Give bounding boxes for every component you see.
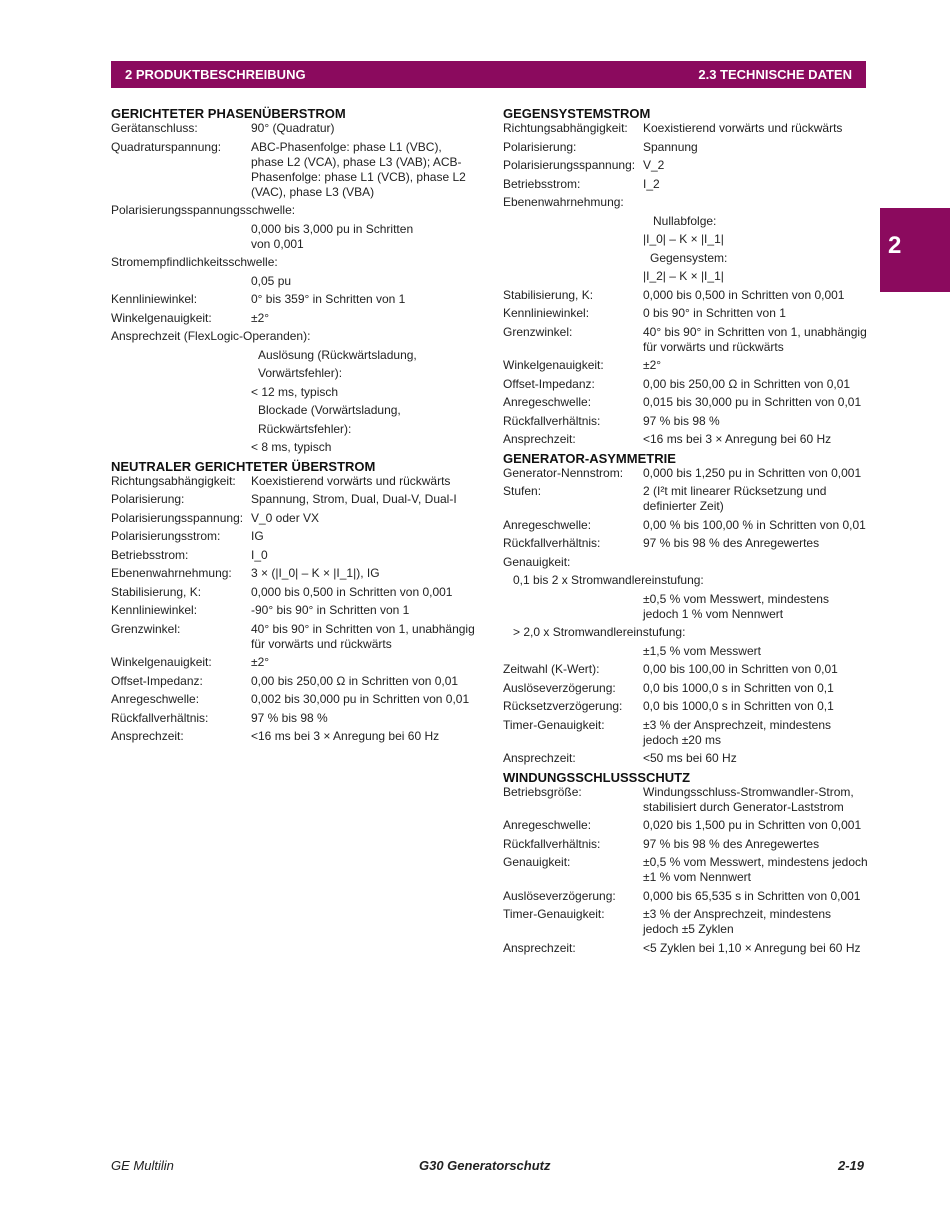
spec-label: Polarisierungsstrom: [111, 529, 221, 543]
spec-label: Ansprechzeit: [503, 432, 576, 446]
spec-label: Grenzwinkel: [111, 621, 181, 636]
spec-label: Zeitwahl (K-Wert): [503, 662, 600, 676]
spec-label: Timer-Genauigkeit: [503, 717, 605, 732]
spec-row [503, 536, 868, 551]
spec-value: ±2° [251, 310, 270, 325]
spec-label: Betriebsgröße: [503, 784, 582, 799]
spec-value: 0,015 bis 30,000 pu in Schritten von 0,01 [643, 395, 862, 409]
spec-row [503, 699, 868, 714]
spec-row [503, 121, 868, 136]
spec-value: 0,0 bis 1000,0 s in Schritten von 0,1 [643, 699, 834, 713]
spec-value: 90° (Quadratur) [251, 121, 335, 135]
spec-label: Nullabfolge: [653, 213, 717, 228]
spec-value: 0,000 bis 65,535 s in Schritten von 0,001 [643, 888, 861, 903]
spec-row [111, 511, 476, 526]
spec-label: Betriebsstrom: [111, 547, 189, 562]
spec-row [503, 718, 868, 748]
spec-label: Timer-Genauigkeit: [503, 907, 605, 921]
spec-label: Polarisierung: [503, 139, 577, 154]
spec-value: 97 % bis 98 % des Anregewertes [643, 536, 820, 550]
spec-value: Windungsschluss-Stromwandler-Strom, stabilisiert durch Generator-Laststrom [643, 784, 854, 814]
spec-label: Ansprechzeit: [503, 751, 576, 765]
spec-label: Stromempfindlichkeitsschwelle: [111, 255, 278, 269]
spec-label: Ansprechzeit: [111, 729, 184, 743]
spec-value: 0,00 bis 250,00 Ω in Schritten von 0,01 [251, 673, 459, 688]
spec-label: Grenzwinkel: [503, 324, 573, 339]
spec-row [503, 889, 868, 904]
spec-row [503, 855, 868, 885]
spec-label: Rückfallverhältnis: [503, 536, 601, 550]
spec-label: Gerätanschluss: [111, 121, 198, 135]
spec-label: Genauigkeit: [503, 855, 571, 869]
spec-value: IG [251, 529, 264, 543]
spec-row [503, 288, 868, 303]
spec-label: Ansprechzeit: [503, 940, 576, 955]
spec-label: 0,1 bis 2 x Stromwandlereinstufung: [513, 573, 704, 587]
spec-label: Offset-Impedanz: [111, 673, 203, 688]
spec-row [111, 548, 476, 563]
spec-row [503, 484, 868, 514]
spec-label: Auslöseverzögerung: [503, 680, 616, 695]
spec-row [503, 837, 868, 852]
spec-label: Ebenenwahrnehmung: [111, 566, 232, 580]
heading-interturn-fault: WINDUNGSSCHLUSSSCHUTZ [503, 769, 691, 785]
spec-value: Vorwärtsfehler): [258, 366, 343, 380]
spec-value: <16 ms bei 3 × Anregung bei 60 Hz [251, 729, 440, 743]
spec-label: Rückfallverhältnis: [111, 710, 209, 725]
spec-label: Gegensystem: [650, 250, 728, 265]
spec-value: -90° bis 90° in Schritten von 1 [251, 603, 410, 617]
spec-value: Spannung, Strom, Dual, Dual-V, Dual-I [251, 492, 457, 506]
spec-row [111, 655, 476, 670]
spec-label: Anregeschwelle: [503, 395, 592, 409]
spec-label: Stabilisierung, K: [111, 584, 202, 599]
spec-row [503, 662, 868, 677]
spec-value: Spannung [643, 139, 698, 154]
spec-row [111, 474, 476, 489]
spec-value: ±2° [251, 655, 270, 669]
spec-label: Winkelgenauigkeit: [503, 358, 604, 372]
spec-label: Rückfallverhältnis: [503, 836, 601, 851]
spec-value: I_2 [643, 176, 660, 191]
spec-label: Auslöseverzögerung: [503, 888, 616, 903]
spec-value: 2 (I²t mit linearer Rücksetzung und definierter Zeit) [643, 484, 827, 513]
footer-company: GE Multilin [111, 1158, 174, 1173]
spec-value: < 12 ms, typisch [251, 384, 339, 399]
spec-value: 0,0 bis 1000,0 s in Schritten von 0,1 [643, 680, 834, 695]
spec-label: Quadraturspannung: [111, 139, 222, 154]
heading-generator-asymmetry: GENERATOR-ASYMMETRIE [503, 450, 676, 466]
spec-row [503, 941, 868, 956]
spec-value: ±3 % der Ansprechzeit, mindestens jedoch ±5 Zyklen [643, 907, 832, 936]
spec-value: <5 Zyklen bei 1,10 × Anregung bei 60 Hz [643, 940, 861, 955]
spec-label: Polarisierungsspannung: [503, 158, 636, 172]
spec-label: Polarisierungsspannungsschwelle: [111, 203, 296, 217]
spec-label: Polarisierungsspannung: [111, 510, 244, 525]
left-column [111, 106, 476, 748]
spec-row [111, 311, 476, 326]
spec-row [503, 325, 868, 355]
footer-product: G30 Generatorschutz [419, 1158, 551, 1173]
spec-value: 0 bis 90° in Schritten von 1 [643, 306, 786, 320]
spec-value: ±2° [643, 358, 662, 372]
spec-value: 0,000 bis 0,500 in Schritten von 0,001 [251, 584, 453, 599]
spec-row [503, 818, 868, 833]
spec-value: V_2 [643, 158, 665, 172]
spec-row [111, 674, 476, 689]
spec-value: |I_0| – K × |I_1| [643, 232, 724, 246]
spec-label: Stufen: [503, 484, 542, 498]
section-title: 2.3 TECHNISCHE DATEN [698, 67, 852, 82]
spec-label: Anregeschwelle: [503, 517, 592, 532]
chapter-tab-number: 2 [888, 232, 902, 259]
spec-label: Winkelgenauigkeit: [111, 310, 212, 325]
spec-value: ±3 % der Ansprechzeit, mindestens jedoch ±20 ms [643, 717, 832, 747]
spec-value: Blockade (Vorwärtsladung, [258, 403, 401, 417]
spec-row [503, 681, 868, 696]
spec-row [111, 729, 476, 744]
spec-value: 0,05 pu [251, 273, 292, 288]
spec-value: 0,000 bis 3,000 pu in Schritten von 0,001 [251, 221, 414, 251]
spec-row [503, 395, 868, 410]
spec-label: Betriebsstrom: [503, 176, 581, 191]
heading-neutral-overcurrent: NEUTRALER GERICHTETER ÜBERSTROM [111, 458, 376, 474]
spec-value: ±0,5 % vom Messwert, mindestens jedoch 1 % vom Nennwert [643, 591, 829, 621]
spec-value: V_0 oder VX [251, 510, 320, 525]
spec-label: Generator-Nennstrom: [503, 465, 624, 480]
spec-label: Anregeschwelle: [111, 692, 200, 706]
spec-value: ±1,5 % vom Messwert [643, 643, 761, 658]
spec-label: Offset-Impedanz: [503, 376, 595, 391]
spec-label: Ansprechzeit (FlexLogic-Operanden): [111, 329, 311, 343]
spec-row [503, 158, 868, 173]
spec-value: 40° bis 90° in Schritten von 1, unabhängig für vorwärts und rückwärts [643, 324, 867, 354]
heading-phase-overcurrent: GERICHTETER PHASENÜBERSTROM [111, 106, 346, 121]
spec-label: Rücksetzverzögerung: [503, 699, 623, 713]
spec-label: Kennliniewinkel: [111, 603, 198, 617]
spec-row [503, 466, 868, 481]
spec-row [111, 585, 476, 600]
spec-value: 0,00 bis 250,00 Ω in Schritten von 0,01 [643, 376, 851, 391]
spec-label: Richtungsabhängigkeit: [503, 121, 628, 135]
spec-value: 0,002 bis 30,000 pu in Schritten von 0,01 [251, 692, 470, 706]
spec-value: Rückwärtsfehler): [258, 421, 352, 436]
spec-label: Genauigkeit: [503, 554, 571, 569]
heading-negative-sequence: GEGENSYSTEMSTROM [503, 106, 651, 121]
chapter-tab [880, 208, 950, 292]
spec-row [503, 432, 868, 447]
spec-row [111, 121, 476, 136]
neutral-spec-list [111, 474, 476, 745]
spec-row [503, 377, 868, 392]
spec-label: Winkelgenauigkeit: [111, 655, 212, 669]
spec-value: 3 × (|I_0| – K × |I_1|), IG [251, 566, 380, 580]
spec-row [111, 292, 476, 307]
right-column [503, 106, 868, 959]
spec-label: Stabilisierung, K: [503, 287, 594, 302]
spec-row [111, 492, 476, 507]
spec-value: Koexistierend vorwärts und rückwärts [251, 473, 451, 488]
spec-value: 97 % bis 98 % des Anregewertes [643, 836, 820, 851]
spec-label: Ebenenwahrnehmung: [503, 195, 624, 209]
spec-row [503, 306, 868, 321]
spec-value: <50 ms bei 60 Hz [643, 751, 737, 765]
spec-row [503, 414, 868, 429]
section-header-bar [111, 61, 866, 88]
spec-label: > 2,0 x Stromwandlereinstufung: [513, 625, 686, 639]
spec-value: 0,000 bis 1,250 pu in Schritten von 0,001 [643, 465, 862, 480]
spec-row [503, 907, 868, 937]
spec-value: I_0 [251, 547, 268, 562]
spec-value: 0,00 % bis 100,00 % in Schritten von 0,01 [643, 517, 866, 532]
spec-label: Richtungsabhängigkeit: [111, 473, 236, 488]
spec-row [111, 566, 476, 581]
spec-value: 0,020 bis 1,500 pu in Schritten von 0,001 [643, 818, 862, 832]
chapter-title: 2 PRODUKTBESCHREIBUNG [125, 67, 306, 82]
spec-row [503, 785, 868, 815]
spec-label: Kennliniewinkel: [111, 292, 198, 306]
spec-label: Polarisierung: [111, 492, 185, 506]
spec-row [111, 529, 476, 544]
spec-value: ±0,5 % vom Messwert, mindestens jedoch ±1 % vom Nennwert [643, 855, 868, 884]
spec-label: Rückfallverhältnis: [503, 413, 601, 428]
spec-row [503, 358, 868, 373]
spec-value: 0,00 bis 100,00 in Schritten von 0,01 [643, 662, 838, 676]
spec-value: 0° bis 359° in Schritten von 1 [251, 292, 406, 306]
spec-value: Koexistierend vorwärts und rückwärts [643, 121, 843, 135]
spec-value: < 8 ms, typisch [251, 440, 332, 454]
spec-value: Auslösung (Rückwärtsladung, [258, 347, 417, 362]
spec-value: 97 % bis 98 % [251, 710, 328, 725]
spec-row [503, 140, 868, 155]
spec-row [111, 140, 476, 200]
spec-row [503, 177, 868, 192]
spec-row [503, 751, 868, 766]
spec-row [111, 692, 476, 707]
spec-label: Anregeschwelle: [503, 818, 592, 832]
spec-label: Kennliniewinkel: [503, 306, 590, 320]
spec-value: |I_2| – K × |I_1| [643, 269, 724, 283]
spec-row [503, 518, 868, 533]
spec-value: 0,000 bis 0,500 in Schritten von 0,001 [643, 287, 845, 302]
footer-page-number: 2-19 [838, 1158, 865, 1173]
spec-row [111, 711, 476, 726]
spec-value: ABC-Phasenfolge: phase L1 (VBC), phase L2 (VCA), phase L3 (VAB); ACB-Phasenfolge: phase L1 (VCB), phase L2 (VAC), phase L3 (VBA) [251, 139, 466, 199]
spec-value: <16 ms bei 3 × Anregung bei 60 Hz [643, 432, 832, 446]
spec-value: 40° bis 90° in Schritten von 1, unabhängig für vorwärts und rückwärts [251, 621, 475, 651]
spec-row [111, 622, 476, 652]
spec-value: 97 % bis 98 % [643, 413, 720, 428]
spec-row [111, 603, 476, 618]
